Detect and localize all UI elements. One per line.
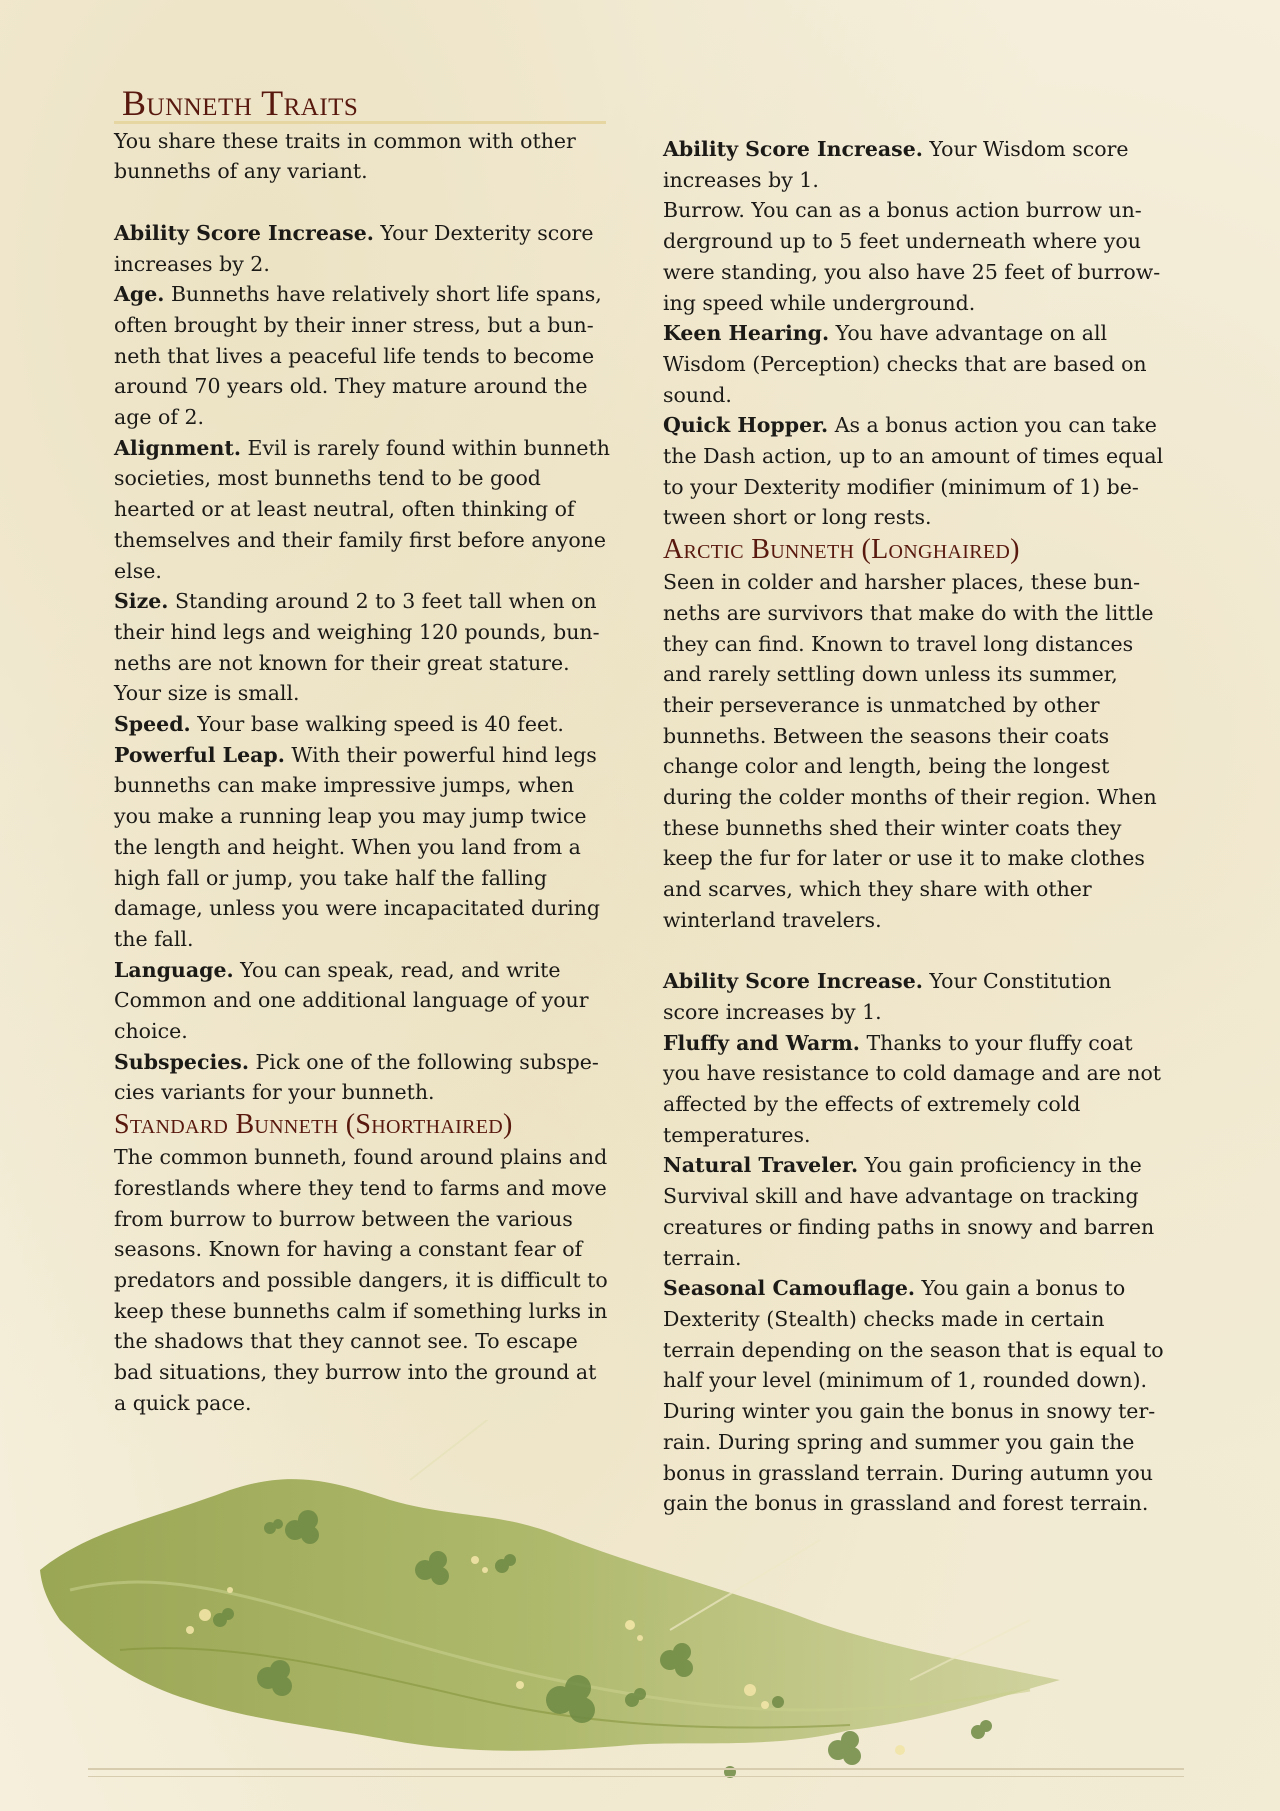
trait-subspecies: Subspecies. Pick one of the following subspecies variants for your bunneth. (114, 1049, 599, 1105)
standard-trait-ability-score: Ability Score Increase. Your Wisdom score increases by 1. (663, 137, 1129, 192)
footer-rule (88, 1768, 1184, 1777)
trait-age: Age. Bunneths have relatively short life spans, often brought by their inner stress, but a bunneth that lives a peaceful life tends to become around 70 years old. They mature around the age of 2. (114, 282, 602, 430)
trait-ability-score: Ability Score Increase. Your Dexterity score increases by 2. (114, 220, 594, 276)
arctic-trait-ability-score: Ability Score Increase. Your Constitution score increases by 1. (663, 969, 1112, 1024)
trait-powerful-leap: Powerful Leap. With their powerful hind legs bunneths can make impressive jumps, when you make a running leap you may jump twice the length and height. When you land from a high fall or jump, you take half the falling damage, unless you were incapacitated during the fall. (114, 742, 601, 951)
standard-trait-quick-hopper: Quick Hopper. As a bonus action you can take the Dash action, up to an amount of times equal to your Dexterity modifier (minimum of 1) between short or long rests. (663, 413, 1164, 530)
subheading-standard-bunneth: Standard Bunneth (Shorthaired) (114, 1109, 513, 1141)
trait-speed: Speed. Your base walking speed is 40 feet. (114, 712, 564, 737)
trait-size: Size. Standing around 2 to 3 feet tall when on their hind legs and weighing 120 pounds, bunneths are not known for their great stature. Your size is small. (114, 589, 600, 706)
subheading-arctic-bunneth: Arctic Bunneth (Longhaired) (663, 534, 1020, 566)
arctic-trait-seasonal-camouflage: Seasonal Camouflage. You gain a bonus to Dexterity (Stealth) checks made in certain terrain depending on the season that is equal to half your level (minimum of 1, rounded down). During winter you gain the bonus in snowy terrain. During spring and summer you gain the bonus in grassland terrain. During autumn you gain the bonus in grassland and forest terrain. (663, 1276, 1164, 1516)
standard-trait-burrow: Burrow. You can as a bonus action burrow underground up to 5 feet underneath where you were standing, you also have 25 feet of burrowing speed while underground. (663, 198, 1161, 315)
trait-language: Language. You can speak, read, and write Common and one additional language of your choice. (114, 957, 589, 1044)
standard-trait-keen-hearing: Keen Hearing. You have advantage on all Wisdom (Perception) checks that are based on sound. (663, 321, 1147, 407)
left-column (114, 83, 614, 1419)
section-heading-bunneth-traits: Bunneth Traits (114, 88, 606, 124)
intro-paragraph: You share these traits in common with other bunneths of any variant. (114, 128, 576, 184)
trait-alignment: Alignment. Evil is rarely found within bunneth societies, most bunneths tend to be good hearted or at least neutral, often thinking of themselves and their family first before anyone else. (114, 435, 610, 583)
grass-clover-illustration (30, 1420, 1080, 1780)
arctic-trait-natural-traveler: Natural Traveler. You gain proficiency in the Survival skill and have advantage on tracking creatures or finding paths in snowy and barren terrain. (663, 1153, 1155, 1270)
standard-description: The common bunneth, found around plains and forestlands where they tend to farms and move from burrow to burrow between the various seasons. Known for having a constant fear of predators and possible dangers, it is difficult to keep these bunneths calm if something lurks in the shadows that they cannot see. To escape bad situations, they burrow into the ground at a quick pace. (114, 1145, 608, 1415)
right-column (663, 134, 1168, 1519)
arctic-description: Seen in colder and harsher places, these bunneths are survivors that make do with the little they can find. Known to travel long distances and rarely settling down unless its summer, their perseverance is unmatched by other bunneths. Between the seasons their coats change color and length, being the longest during the colder months of their region. When these bunneths shed their winter coats they keep the fur for later or use it to make clothes and scarves, which they share with other winterland travelers. (663, 570, 1157, 932)
arctic-trait-fluffy-warm: Fluffy and Warm. Thanks to your fluffy coat you have resistance to cold damage and are not affected by the effects of extremely cold temperatures. (663, 1030, 1162, 1147)
